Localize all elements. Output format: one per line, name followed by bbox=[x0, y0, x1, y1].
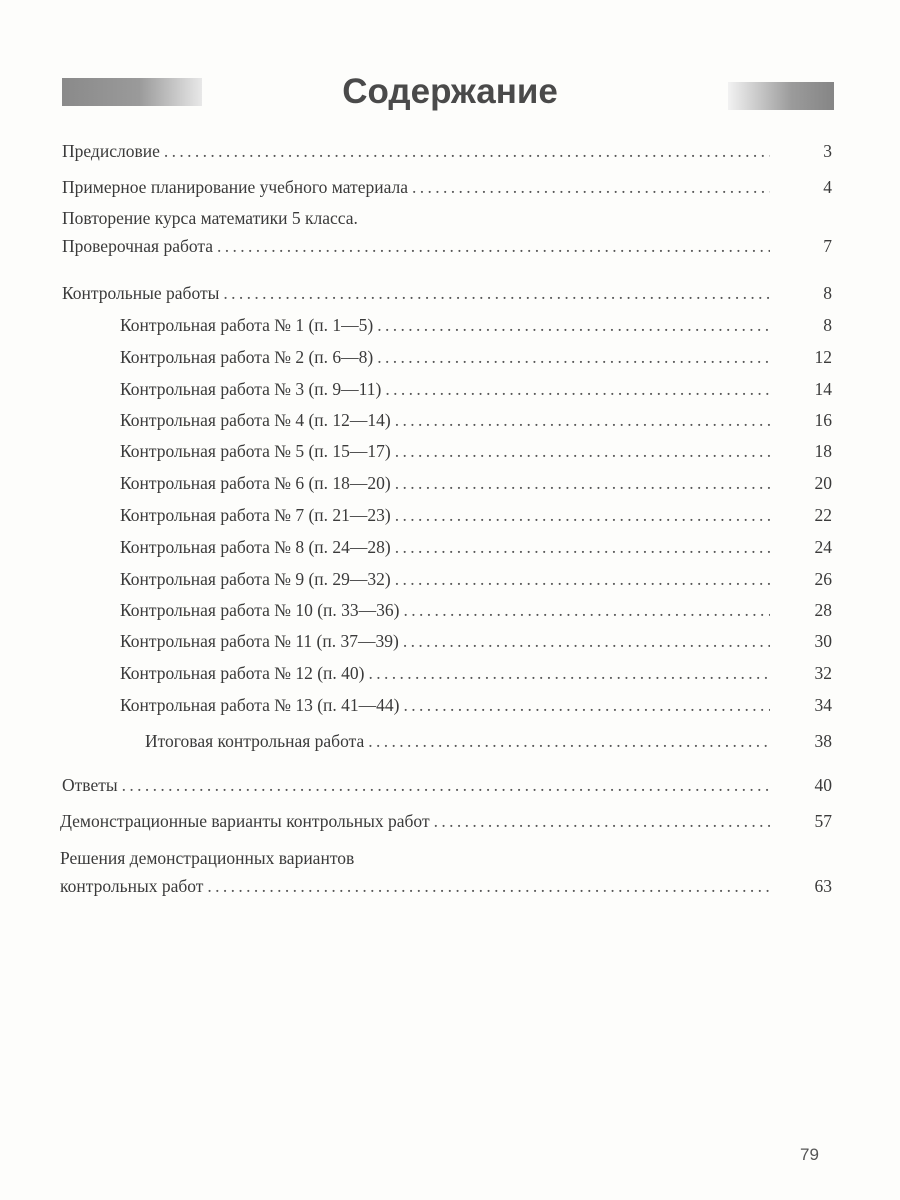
dot-leader bbox=[385, 379, 770, 400]
toc-entry-label: Контрольная работа № 6 (п. 18—20) bbox=[120, 473, 391, 493]
dot-leader bbox=[403, 631, 770, 652]
toc-entry-page: 32 bbox=[814, 663, 832, 683]
toc-entry[interactable] bbox=[120, 347, 832, 371]
toc-entry-label-line1: Повторение курса математики 5 класса. bbox=[62, 208, 358, 228]
toc-entry-label: Контрольная работа № 2 (п. 6—8) bbox=[120, 347, 374, 367]
toc-entry-page: 7 bbox=[823, 236, 832, 256]
toc-entry-page: 18 bbox=[814, 441, 832, 461]
toc-entry-page: 28 bbox=[814, 600, 832, 620]
toc-entry-page: 38 bbox=[814, 731, 832, 751]
toc-entry-page: 8 bbox=[823, 283, 832, 303]
toc-entry-page: 30 bbox=[814, 631, 832, 651]
toc-entry-page: 20 bbox=[814, 473, 832, 493]
page-title: Содержание bbox=[342, 72, 558, 111]
toc-entry-label: Контрольная работа № 5 (п. 15—17) bbox=[120, 441, 391, 461]
toc-entry-label: Контрольная работа № 8 (п. 24—28) bbox=[120, 537, 391, 557]
toc-entry-page: 40 bbox=[814, 775, 832, 795]
toc-entry-page: 4 bbox=[823, 177, 832, 197]
toc-entry[interactable] bbox=[62, 236, 832, 260]
toc-entry-label: Итоговая контрольная работа bbox=[145, 731, 365, 751]
toc-entry-page: 63 bbox=[814, 876, 832, 896]
dot-leader bbox=[395, 441, 770, 462]
toc-entry[interactable] bbox=[120, 315, 832, 339]
toc-entry-page: 22 bbox=[814, 505, 832, 525]
toc-entry[interactable] bbox=[120, 505, 832, 529]
toc-entry-label: Примерное планирование учебного материала bbox=[62, 177, 409, 197]
toc-entry-label: Ответы bbox=[62, 775, 118, 795]
toc-entry-page: 34 bbox=[814, 695, 832, 715]
toc-entry[interactable] bbox=[62, 141, 832, 165]
toc-entry[interactable] bbox=[62, 775, 832, 799]
dot-leader bbox=[368, 663, 770, 684]
dot-leader bbox=[377, 315, 770, 336]
toc-entry[interactable] bbox=[120, 631, 832, 655]
toc-entry-page: 14 bbox=[814, 379, 832, 399]
dot-leader bbox=[395, 537, 770, 558]
toc-entry[interactable] bbox=[120, 695, 832, 719]
dot-leader bbox=[377, 347, 770, 368]
toc-entry-page: 57 bbox=[814, 811, 832, 831]
toc-entry-label: Контрольная работа № 4 (п. 12—14) bbox=[120, 410, 391, 430]
toc-entry[interactable] bbox=[145, 731, 832, 755]
toc-entry[interactable] bbox=[120, 473, 832, 497]
dot-leader bbox=[164, 141, 770, 162]
toc-entry-label: Контрольная работа № 1 (п. 1—5) bbox=[120, 315, 374, 335]
dot-leader bbox=[122, 775, 770, 796]
dot-leader bbox=[412, 177, 770, 198]
dot-leader bbox=[368, 731, 770, 752]
toc-entry-page: 8 bbox=[823, 315, 832, 335]
toc-entry[interactable] bbox=[60, 811, 832, 835]
toc-entry[interactable] bbox=[62, 283, 832, 307]
toc-entry-label: Контрольная работа № 3 (п. 9—11) bbox=[120, 379, 382, 399]
toc-entry-label-line1: Решения демонстрационных вариантов bbox=[60, 848, 355, 868]
toc-entry[interactable] bbox=[120, 441, 832, 465]
toc-entry[interactable] bbox=[120, 537, 832, 561]
toc-entry-label: Контрольные работы bbox=[62, 283, 220, 303]
toc-entry-page: 16 bbox=[814, 410, 832, 430]
toc-entry-label: Контрольная работа № 10 (п. 33—36) bbox=[120, 600, 400, 620]
toc-entry-page: 26 bbox=[814, 569, 832, 589]
toc-entry-label: контрольных работ bbox=[60, 876, 204, 896]
toc-entry[interactable] bbox=[120, 410, 832, 434]
dot-leader bbox=[403, 695, 770, 716]
toc-entry[interactable] bbox=[60, 876, 832, 900]
toc-entry-label: Контрольная работа № 12 (п. 40) bbox=[120, 663, 365, 683]
toc-entry[interactable] bbox=[62, 177, 832, 201]
dot-leader bbox=[395, 505, 770, 526]
page-number: 79 bbox=[800, 1145, 819, 1164]
toc-entry[interactable] bbox=[120, 600, 832, 624]
toc-entry-page: 24 bbox=[814, 537, 832, 557]
toc-entry-label: Контрольная работа № 7 (п. 21—23) bbox=[120, 505, 391, 525]
dot-leader bbox=[395, 410, 770, 431]
toc-entry-label: Демонстрационные варианты контрольных работ bbox=[60, 811, 430, 831]
toc-entry-label: Предисловие bbox=[62, 141, 160, 161]
dot-leader bbox=[223, 283, 770, 304]
toc-entry-label: Проверочная работа bbox=[62, 236, 214, 256]
toc-entry[interactable] bbox=[120, 379, 832, 403]
toc-entry-page: 3 bbox=[823, 141, 832, 161]
dot-leader bbox=[434, 811, 770, 832]
dot-leader bbox=[217, 236, 770, 257]
dot-leader bbox=[403, 600, 770, 621]
toc-entry[interactable] bbox=[120, 569, 832, 593]
toc-entry-label: Контрольная работа № 11 (п. 37—39) bbox=[120, 631, 399, 651]
toc-entry-label: Контрольная работа № 9 (п. 29—32) bbox=[120, 569, 391, 589]
toc-entry[interactable] bbox=[120, 663, 832, 687]
dot-leader bbox=[207, 876, 770, 897]
toc-entry-label: Контрольная работа № 13 (п. 41—44) bbox=[120, 695, 400, 715]
dot-leader bbox=[395, 473, 770, 494]
dot-leader bbox=[395, 569, 770, 590]
toc-entry-page: 12 bbox=[814, 347, 832, 367]
